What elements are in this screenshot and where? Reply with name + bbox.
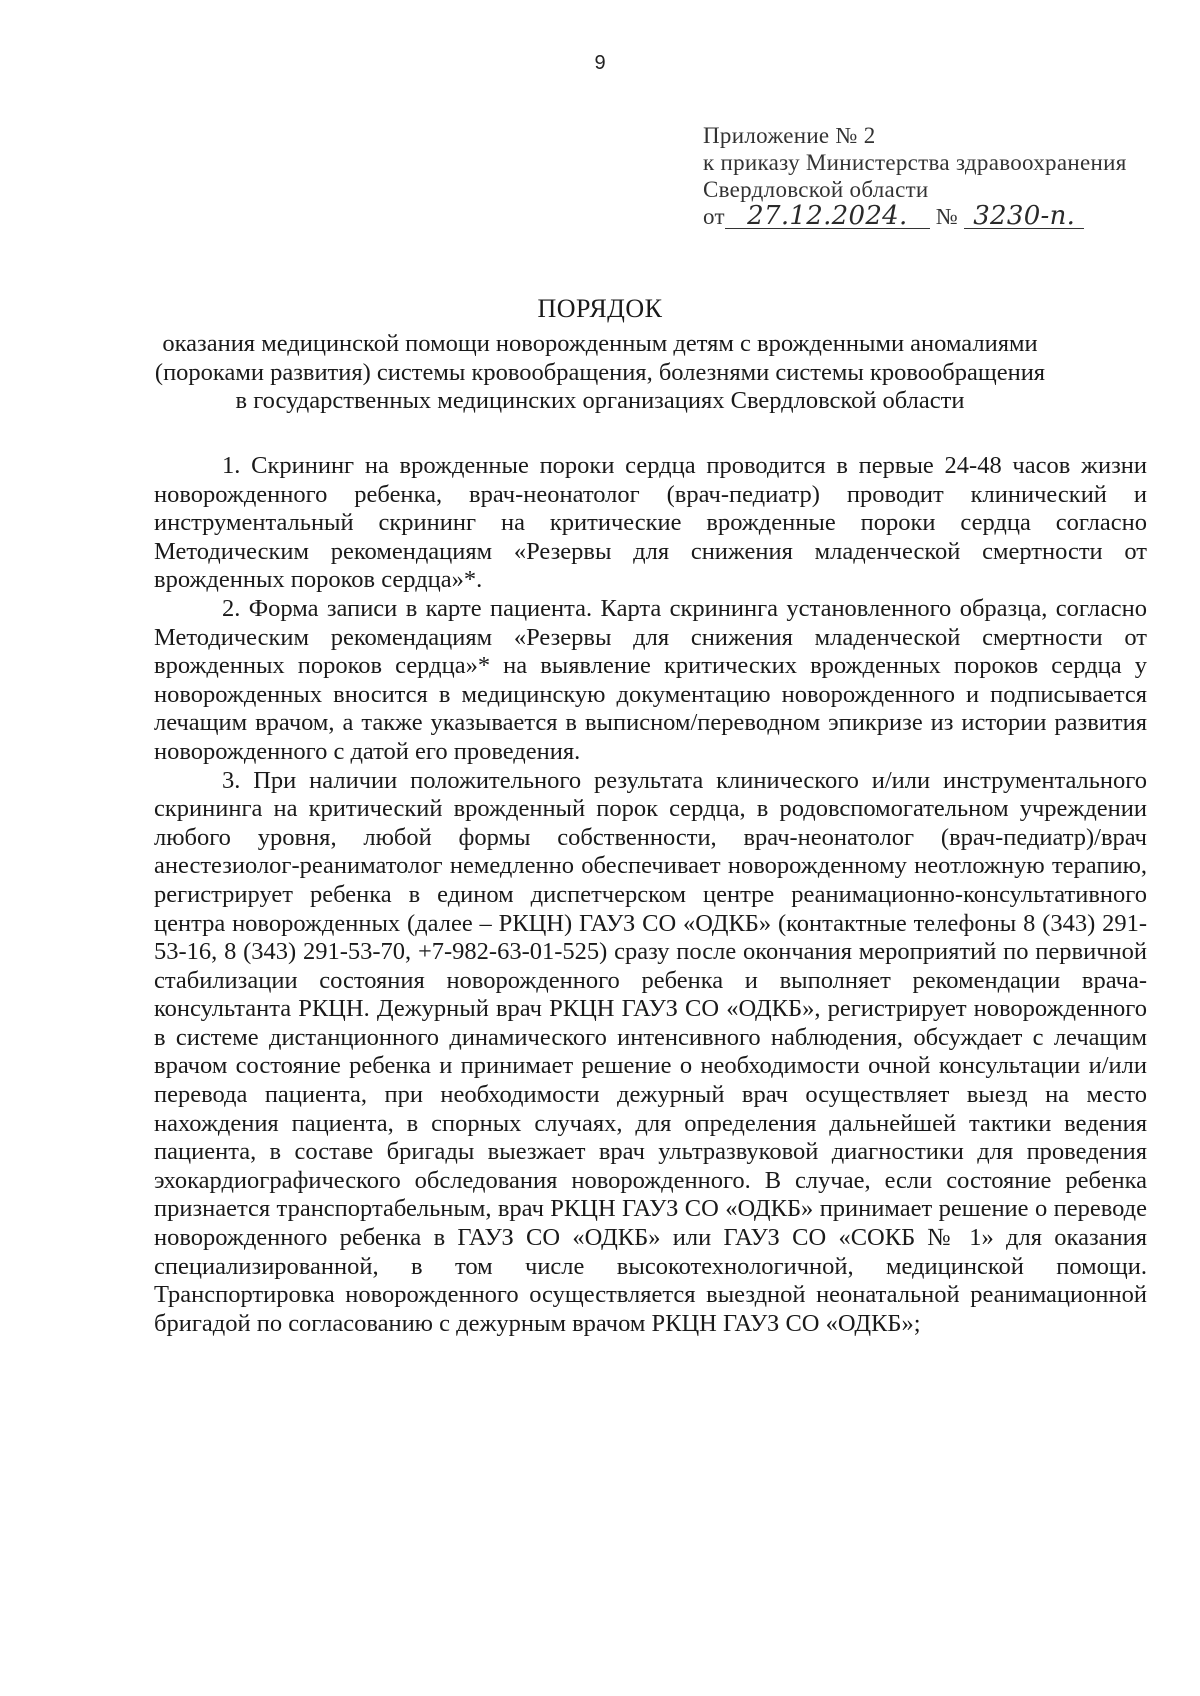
page-number: 9	[594, 52, 606, 74]
annex-date-number-line	[703, 203, 1163, 230]
number-prefix: №	[935, 204, 959, 229]
handwritten-order-number: 3230-п.	[964, 204, 1084, 229]
handwritten-date: 27.12.2024.	[725, 204, 930, 229]
annex-line-1: Приложение № 2	[703, 123, 876, 148]
annex-line-2: к приказу Министерства здравоохранения	[703, 150, 1127, 175]
paragraph-1: 1. Скрининг на врожденные пороки сердца проводится в первые 24-48 часов жизни новорожденного ребенка, врач-неонатолог (врач-педиатр) проводит клинический и инструментальный скрининг на критические врожденные пороки сердца согласно Методическим рекомендациям «Резервы для снижения младенческой смертности от врожденных пороков сердца»*.	[154, 452, 1147, 594]
paragraph-3: 3. При наличии положительного результата клинического и/или инструментального скрининга на критический врожденный порок сердца, в родовспомогательном учреждении любого уровня, любой формы собственности, врач-неонатолог (врач-педиатр)/врач анестезиолог-реаниматолог немедленно обеспечивает новорожденному неотложную терапию, регистрирует ребенка в едином диспетчерском центре реанимационно-консультативного центра новорожденных (далее – РКЦН) ГАУЗ СО «ОДКБ» (контактные телефоны 8 (343) 291-53-16, 8 (343) 291-53-70, +7-982-63-01-525) сразу после окончания мероприятий по первичной стабилизации состояния новорожденного ребенка и выполняет рекомендации врача-консультанта РКЦН. Дежурный врач РКЦН ГАУЗ СО «ОДКБ», регистрирует новорожденного в системе дистанционного динамического интенсивного наблюдения, обсуждает с лечащим врачом состояние ребенка и принимает решение о необходимости очной консультации и/или перевода пациента, при необходимости дежурный врач осуществляет выезд на место нахождения пациента, в спорных случаях, для определения дальнейшей тактики ведения пациента, в составе бригады выезжает врач ультразвуковой диагностики для проведения эхокардиографического обследования новорожденного. В случае, если состояние ребенка признается транспортабельным, врач РКЦН ГАУЗ СО «ОДКБ» принимает решение о переводе новорожденного ребенка в ГАУЗ СО «ОДКБ» или ГАУЗ СО «СОКБ № 1» для оказания специализированной, в том числе высокотехнологичной, медицинской помощи. Транспортировка новорожденного осуществляется выездной неонатальной реанимационной бригадой по согласованию с дежурным врачом РКЦН ГАУЗ СО «ОДКБ»;	[154, 766, 1147, 1337]
annex-header	[703, 122, 1163, 230]
document-title: ПОРЯДОК	[537, 294, 663, 323]
document-body	[154, 452, 1147, 1338]
date-prefix: от	[703, 204, 725, 229]
annex-line-3: Свердловской области	[703, 177, 929, 202]
paragraph-2: 2. Форма записи в карте пациента. Карта скрининга установленного образца, согласно Методическим рекомендациям «Резервы для снижения младенческой смертности от врожденных пороков сердца»* на выявление критических врожденных пороков сердца у новорожденных вносится в медицинскую документацию новорожденного и подписывается лечащим врачом, а также указывается в выписном/переводном эпикризе из истории развития новорожденного с датой его проведения.	[154, 594, 1147, 765]
document-subtitle: оказания медицинской помощи новорожденным детям с врожденными аномалиями (пороками развития) системы кровообращения, болезнями системы кровообращения в государственных медицинских организациях Свердловской области	[154, 330, 1046, 414]
